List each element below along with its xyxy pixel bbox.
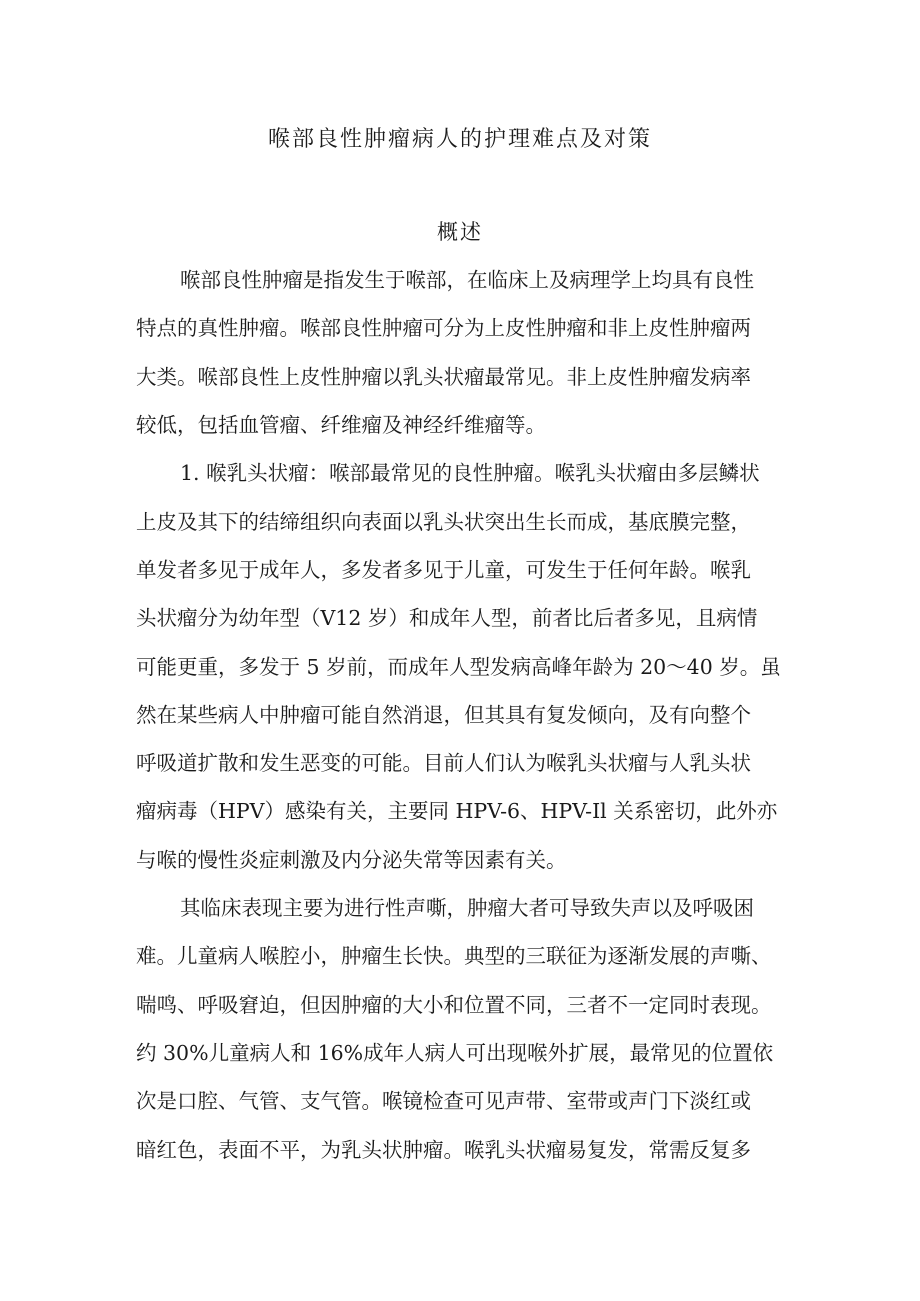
- section-heading: 概述: [437, 220, 483, 244]
- paragraph-line: 约 30%儿童病人和 16%成年人病人可出现喉外扩展，最常见的位置依: [136, 1041, 774, 1065]
- paragraph-line: 上皮及其下的结缔组织向表面以乳头状突出生长而成，基底膜完整，: [136, 510, 751, 534]
- paragraph-line: 其临床表现主要为进行性声嘶，肿瘤大者可导致失声以及呼吸困: [180, 896, 754, 920]
- paragraph-line: 瘤病毒（HPV）感染有关，主要同 HPV-6、HPV-Il 关系密切，此外亦: [136, 799, 778, 823]
- paragraph-line: 然在某些病人中肿瘤可能自然消退，但其具有复发倾向，及有向整个: [136, 703, 751, 727]
- paragraph-line: 与喉的慢性炎症刺激及内分泌失常等因素有关。: [136, 848, 567, 872]
- paragraph-line: 次是口腔、气管、支气管。喉镜检查可见声带、室带或声门下淡红或: [136, 1089, 751, 1113]
- paragraph-line: 喘鸣、呼吸窘迫，但因肿瘤的大小和位置不同，三者不一定同时表现。: [136, 993, 772, 1017]
- paragraph-line: 特点的真性肿瘤。喉部良性肿瘤可分为上皮性肿瘤和非上皮性肿瘤两: [136, 316, 751, 340]
- paragraph-line: 喉部良性肿瘤是指发生于喉部，在临床上及病理学上均具有良性: [180, 268, 754, 292]
- paragraph-line: 1. 喉乳头状瘤：喉部最常见的良性肿瘤。喉乳头状瘤由多层鳞状: [180, 461, 760, 485]
- paragraph-line: 难。儿童病人喉腔小，肿瘤生长快。典型的三联征为逐渐发展的声嘶、: [136, 944, 772, 968]
- paragraph-line: 头状瘤分为幼年型（V12 岁）和成年人型，前者比后者多见，且病情: [136, 606, 758, 630]
- paragraph-line: 呼吸道扩散和发生恶变的可能。目前人们认为喉乳头状瘤与人乳头状: [136, 751, 751, 775]
- paragraph-line: 可能更重，多发于 5 岁前，而成年人型发病高峰年龄为 20～40 岁。虽: [136, 655, 781, 679]
- document-title: 喉部良性肿瘤病人的护理难点及对策: [267, 127, 652, 152]
- paragraph-line: 单发者多见于成年人，多发者多见于儿童，可发生于任何年龄。喉乳: [136, 558, 751, 582]
- paragraph-line: 大类。喉部良性上皮性肿瘤以乳头状瘤最常见。非上皮性肿瘤发病率: [136, 365, 751, 389]
- paragraph-line: 暗红色，表面不平，为乳头状肿瘤。喉乳头状瘤易复发，常需反复多: [136, 1138, 751, 1162]
- paragraph-line: 较低，包括血管瘤、纤维瘤及神经纤维瘤等。: [136, 413, 546, 437]
